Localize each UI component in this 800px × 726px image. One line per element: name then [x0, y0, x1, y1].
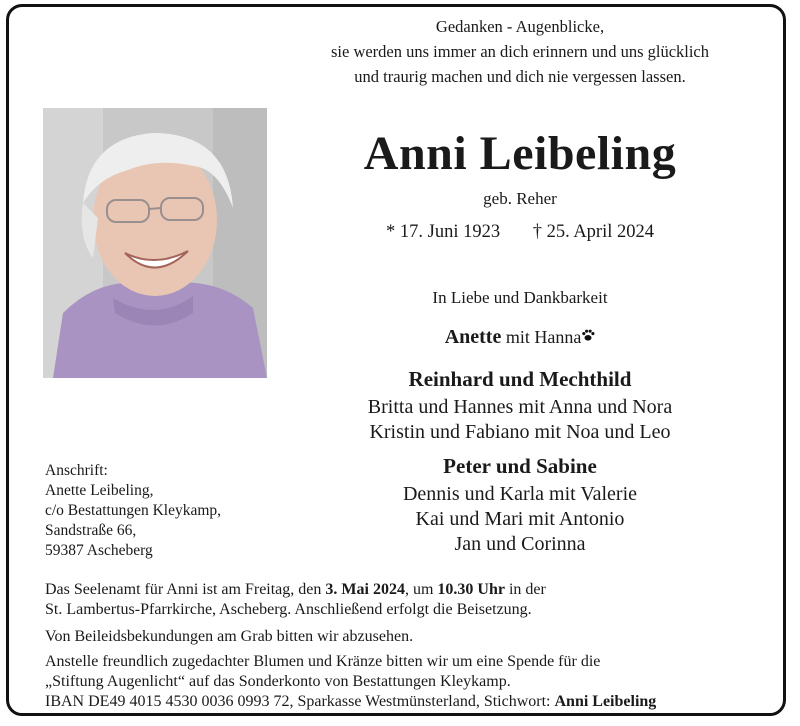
address-line: Anette Leibeling,	[45, 482, 154, 499]
family-group2-line: Dennis und Karla mit Valerie	[402, 483, 637, 505]
donation-line: Anstelle freundlich zugedachter Blumen und Kränze bitten wir um eine Spende für die	[45, 653, 601, 670]
donation-line: „Stiftung Augenlicht“ auf das Sonderkonto von Bestattungen Kleykamp.	[45, 673, 511, 690]
portrait-photo	[43, 108, 267, 378]
family-anette	[300, 326, 740, 349]
donation-iban: IBAN DE49 4015 4530 0036 0993 72, Sparkasse Westmünsterland, Stichwort:	[45, 693, 555, 710]
family-group1-head: Reinhard und Mechthild	[408, 367, 632, 391]
deceased-name: Anni Leibeling	[363, 127, 677, 180]
address-block	[45, 461, 221, 561]
service-text: , um	[404, 581, 438, 598]
poem	[270, 14, 770, 89]
address-line: Sandstraße 66,	[45, 522, 137, 539]
donation-info	[45, 652, 780, 712]
family-group2-line: Jan und Corinna	[454, 533, 586, 555]
paw-icon	[581, 328, 595, 342]
service-info	[45, 580, 780, 620]
address-line: 59387 Ascheberg	[45, 542, 153, 559]
condolence-note: Von Beileidsbekundungen am Grab bitten wir abzusehen.	[45, 628, 414, 645]
life-dates	[300, 222, 740, 243]
poem-line: sie werden uns immer an dich erinnern und uns glücklich	[330, 42, 710, 61]
family-group1-line: Britta und Hannes mit Anna und Nora	[367, 396, 673, 418]
dedication: In Liebe und Dankbarkeit	[432, 288, 608, 307]
address-line: c/o Bestattungen Kleykamp,	[45, 502, 222, 519]
service-text: in der	[504, 581, 546, 598]
family-anette-rest: mit Hanna	[505, 327, 582, 347]
address-line: Anschrift:	[45, 462, 108, 479]
family-group2-line: Kai und Mari mit Antonio	[415, 508, 625, 530]
service-text: Das Seelenamt für Anni ist am Freitag, den	[45, 581, 326, 598]
service-time: 10.30 Uhr	[437, 581, 505, 598]
poem-line: Gedanken - Augenblicke,	[435, 17, 605, 36]
family-group1-line: Kristin und Fabiano mit Noa und Leo	[369, 421, 671, 443]
death-date: † 25. April 2024	[532, 222, 654, 242]
birth-date: * 17. Juni 1923	[386, 222, 501, 242]
service-date: 3. Mai 2024	[325, 581, 405, 598]
donation-keyword: Anni Leibeling	[554, 693, 657, 710]
family-anette-name: Anette	[444, 326, 502, 348]
family-group2-head: Peter und Sabine	[443, 454, 597, 478]
poem-line: und traurig machen und dich nie vergessen lassen.	[354, 67, 686, 86]
birth-name: geb. Reher	[483, 189, 557, 208]
service-location: St. Lambertus-Pfarrkirche, Ascheberg. Anschließend erfolgt die Beisetzung.	[45, 601, 532, 618]
